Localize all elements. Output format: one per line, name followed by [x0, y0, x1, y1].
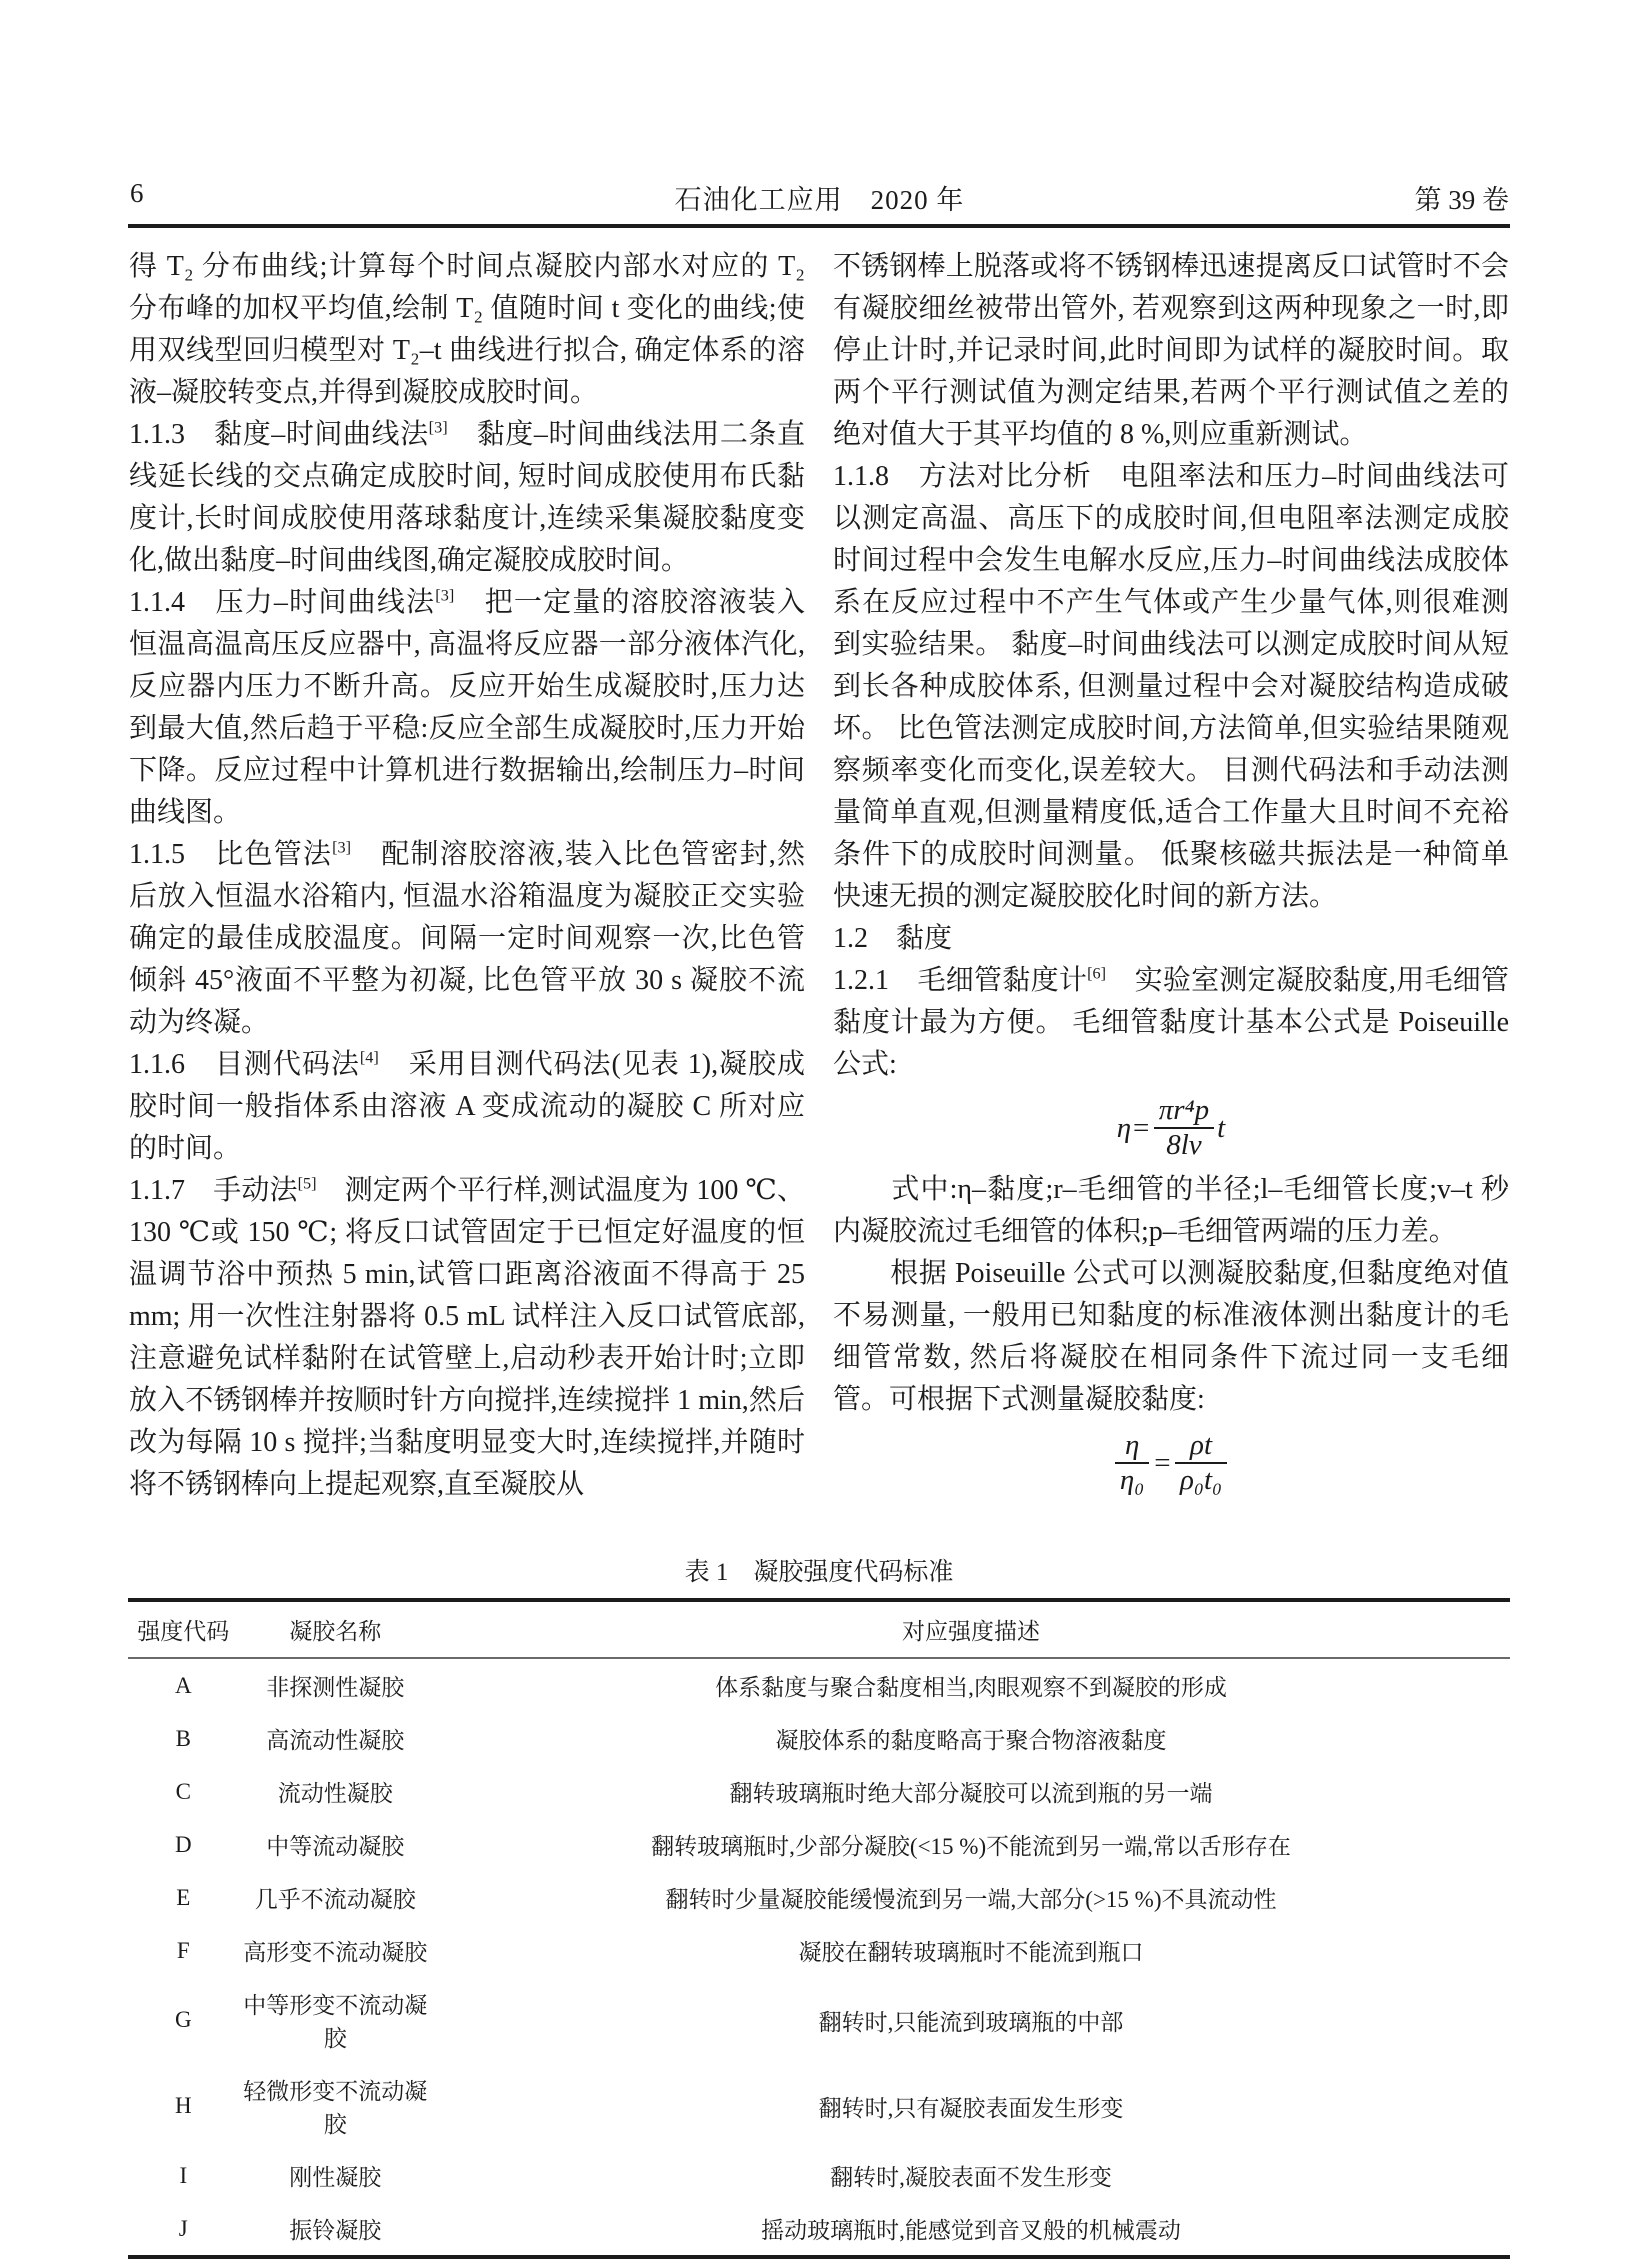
cell-code: I [179, 2162, 188, 2188]
section-body: 1.1.8 方法对比分析 电阻率法和压力–时间曲线法可以测定高温、高压下的成胶时间,但电阻率法测定成胶时间过程中会发生电解水反应,压力–时间曲线法成胶体系在反应过程中不产生气体或产生少量气体,则很难测到实验结果。 黏度–时间曲线法可以测定成胶时间从短到长各种成胶体系, 但测量过程中会对凝胶结构造成破坏。 比色管法测定成胶时间,方法简单,但实验结果随观察频率变化而变化,误差较大。 目测代码法和手动法测量简单直观,但测量精度低,适合工作量大且时间不充裕条件下的成胶时间测量。 低聚核磁共振法是一种简单快速无损的测定凝胶胶化时间的新方法。 [833, 461, 1509, 912]
section-1-1-4 [129, 582, 805, 834]
table-row [128, 2063, 1510, 2149]
table-block [128, 1552, 1510, 2259]
cell-desc: 翻转时,只能流到玻璃瓶的中部 [818, 2009, 1124, 2035]
table-row [128, 1818, 1510, 1871]
table-row [128, 1712, 1510, 1765]
section-body: 把一定量的溶胶溶液装入恒温高温高压反应器中, 高温将反应器一部分液体汽化,反应器内压力不断升高。反应开始生成凝胶时,压力达到最大值,然后趋于平稳:反应全部生成凝胶时,压力开始下降。反应过程中计算机进行数据输出,绘制压力–时间曲线图。 [129, 587, 805, 828]
cell-code: C [175, 1778, 191, 1804]
formula-fraction-right [1175, 1429, 1227, 1498]
cell-code: J [178, 2215, 188, 2241]
paragraph-text: 式中:η–黏度;r–毛细管的半径;l–毛细管长度;v–t 秒内凝胶流过毛细管的体积;p–毛细管两端的压力差。 [833, 1173, 1509, 1247]
table-row [128, 1765, 1510, 1818]
cell-name: 中等流动凝胶 [266, 1834, 405, 1859]
gel-strength-code-table [128, 1598, 1510, 2259]
citation-ref: [6] [1087, 964, 1107, 983]
cell-code: A [174, 1672, 192, 1698]
citation-ref: [4] [359, 1048, 379, 1067]
formula-lhs: η= [1116, 1111, 1151, 1144]
cell-desc: 摇动玻璃瓶时,能感觉到音叉般的机械震动 [761, 2218, 1181, 2243]
formula-denominator: 8lv [1166, 1129, 1202, 1162]
paragraph-text: 得 T₂ 分布曲线;计算每个时间点凝胶内部水对应的 T₂ 分布峰的加权平均值,绘制 T₂ 值随时间 t 变化的曲线;使用双线型回归模型对 T₂–t 曲线进行拟合, 确定体系的溶液–凝胶转变点,并得到凝胶成胶时间。 [129, 251, 805, 408]
cell-name: 振铃凝胶 [289, 2218, 382, 2243]
formula-denominator: η₀ [1119, 1464, 1145, 1497]
column-header-code: 强度代码 [128, 1600, 239, 1658]
cell-desc: 翻转玻璃瓶时绝大部分凝胶可以流到瓶的另一端 [729, 1781, 1213, 1806]
cell-desc: 翻转玻璃瓶时,少部分凝胶(<15 %)不能流到另一端,常以舌形存在 [651, 1834, 1291, 1859]
table-row [128, 2149, 1510, 2202]
cell-name: 非探测性凝胶 [266, 1675, 405, 1700]
cell-name: 刚性凝胶 [289, 2165, 382, 2190]
cell-name: 高流动性凝胶 [266, 1728, 405, 1753]
section-1-1-8 [833, 456, 1509, 918]
body-columns [129, 246, 1509, 1506]
journal-title: 石油化工应用 2020 年 [674, 185, 965, 215]
volume-label: 第 39 卷 [1414, 185, 1509, 215]
table-title: 表 1 凝胶强度代码标准 [684, 1559, 954, 1586]
paragraph-text: 不锈钢棒上脱落或将不锈钢棒迅速提离反口试管时不会有凝胶细丝被带出管外, 若观察到这两种现象之一时,即停止计时,并记录时间,此时间即为试样的凝胶时间。取两个平行测试值为测定结果,若两个平行测试值之差的绝对值大于其平均值的 8 %,则应重新测试。 [833, 251, 1509, 450]
section-heading: 1.1.6 目测代码法 [129, 1049, 360, 1080]
table-header-row [128, 1600, 1510, 1658]
left-column [129, 246, 805, 1506]
column-header-desc: 对应强度描述 [432, 1600, 1510, 1658]
formula-numerator: ρt [1175, 1429, 1227, 1464]
cell-desc: 翻转时,凝胶表面不发生形变 [830, 2165, 1112, 2190]
header-rule [128, 224, 1510, 228]
citation-ref: [5] [297, 1174, 317, 1193]
formula-legend [833, 1169, 1509, 1253]
citation-ref: [3] [332, 838, 351, 857]
formula-numerator: πr⁴p [1154, 1094, 1214, 1129]
section-1-2-1 [833, 960, 1509, 1086]
section-body: 采用目测代码法(见表 1),凝胶成胶时间一般指体系由溶液 A 变成流动的凝胶 C 所对应的时间。 [129, 1049, 805, 1164]
cell-desc: 翻转时,只有凝胶表面发生形变 [818, 2095, 1124, 2121]
section-heading: 1.1.7 手动法 [129, 1175, 298, 1206]
paragraph-method [833, 1253, 1509, 1421]
cell-code: H [174, 2093, 192, 2118]
poiseuille-formula [833, 1094, 1509, 1163]
section-1-2 [833, 918, 1509, 960]
table-row [128, 1977, 1510, 2063]
section-1-1-3 [129, 414, 805, 582]
cell-code: E [176, 1884, 191, 1910]
column-header-name: 凝胶名称 [239, 1600, 432, 1658]
section-1-1-5 [129, 834, 805, 1044]
cell-code: D [174, 1831, 192, 1857]
section-1-1-6 [129, 1044, 805, 1170]
cell-code: G [174, 2007, 192, 2032]
cell-name: 轻微形变不流动凝胶 [243, 2079, 428, 2137]
section-heading: 1.1.3 黏度–时间曲线法 [129, 419, 429, 450]
cell-name: 中等形变不流动凝胶 [243, 1993, 428, 2051]
formula-fraction [1154, 1094, 1214, 1163]
section-heading: 1.1.5 比色管法 [129, 839, 333, 870]
cell-code: B [175, 1725, 191, 1751]
paragraph-text: 根据 Poiseuille 公式可以测凝胶黏度,但黏度绝对值不易测量, 一般用已知黏度的标准液体测出黏度计的毛细管常数, 然后将凝胶在相同条件下流过同一支毛细管。可根据下式测量凝胶黏度: [833, 1257, 1509, 1415]
section-heading: 1.2.1 毛细管黏度计 [833, 965, 1088, 996]
formula-numerator: η [1115, 1429, 1149, 1464]
section-body: 配制溶胶溶液,装入比色管密封,然后放入恒温水浴箱内, 恒温水浴箱温度为凝胶正交实验确定的最佳成胶温度。间隔一定时间观察一次,比色管倾斜 45°液面不平整为初凝, 比色管平放 30 s 凝胶不流动为终凝。 [129, 839, 805, 1038]
section-1-1-7 [129, 1170, 805, 1506]
section-body: 实验室测定凝胶黏度,用毛细管黏度计最为方便。 毛细管黏度计基本公式是 Poiseuille 公式: [833, 965, 1509, 1080]
table-row [128, 2202, 1510, 2257]
equals-sign: = [1152, 1446, 1172, 1479]
table-row [128, 1924, 1510, 1977]
table-row [128, 1871, 1510, 1924]
cell-desc: 凝胶体系的黏度略高于聚合物溶液黏度 [775, 1728, 1167, 1753]
citation-ref: [3] [428, 418, 448, 437]
formula-suffix: t [1217, 1111, 1226, 1144]
cell-desc: 翻转时少量凝胶能缓慢流到另一端,大部分(>15 %)不具流动性 [665, 1887, 1277, 1912]
section-body: 黏度–时间曲线法用二条直线延长线的交点确定成胶时间, 短时间成胶使用布氏黏度计,长时间成胶使用落球黏度计,连续采集凝胶黏度变化,做出黏度–时间曲线图,确定凝胶成胶时间。 [129, 419, 805, 576]
paragraph-continuation [833, 246, 1509, 456]
section-heading: 1.2 黏度 [833, 923, 953, 954]
paragraph-continuation [129, 246, 805, 414]
running-head [130, 178, 1509, 215]
citation-ref: [3] [435, 586, 455, 605]
section-body: 测定两个平行样,测试温度为 100 ℃、130 ℃或 150 ℃; 将反口试管固定于已恒定好温度的恒温调节浴中预热 5 min,试管口距离浴液面不得高于 25 mm; 用一次性注射器将 0.5 mL 试样注入反口试管底部,注意避免试样黏附在试管壁上,启动秒表开始计时;立即放入不锈钢棒并按顺时针方向搅拌,连续搅拌 1 min,然后改为每隔 10 s 搅拌;当黏度明显变大时,连续搅拌,并随时将不锈钢棒向上提起观察,直至凝胶从 [129, 1175, 805, 1500]
section-heading: 1.1.4 压力–时间曲线法 [129, 587, 436, 618]
cell-name: 流动性凝胶 [277, 1781, 393, 1806]
table-row [128, 1658, 1510, 1712]
cell-name: 几乎不流动凝胶 [254, 1887, 416, 1912]
formula-fraction-left [1115, 1429, 1149, 1498]
cell-desc: 体系黏度与聚合黏度相当,肉眼观察不到凝胶的形成 [715, 1675, 1227, 1700]
page-number: 6 [130, 178, 144, 208]
cell-name: 高形变不流动凝胶 [243, 1940, 428, 1965]
cell-desc: 凝胶在翻转玻璃瓶时不能流到瓶口 [798, 1940, 1144, 1965]
viscosity-ratio-formula [833, 1429, 1509, 1498]
cell-code: F [176, 1937, 190, 1963]
right-column [833, 246, 1509, 1506]
formula-denominator: ρ₀t₀ [1179, 1464, 1223, 1497]
